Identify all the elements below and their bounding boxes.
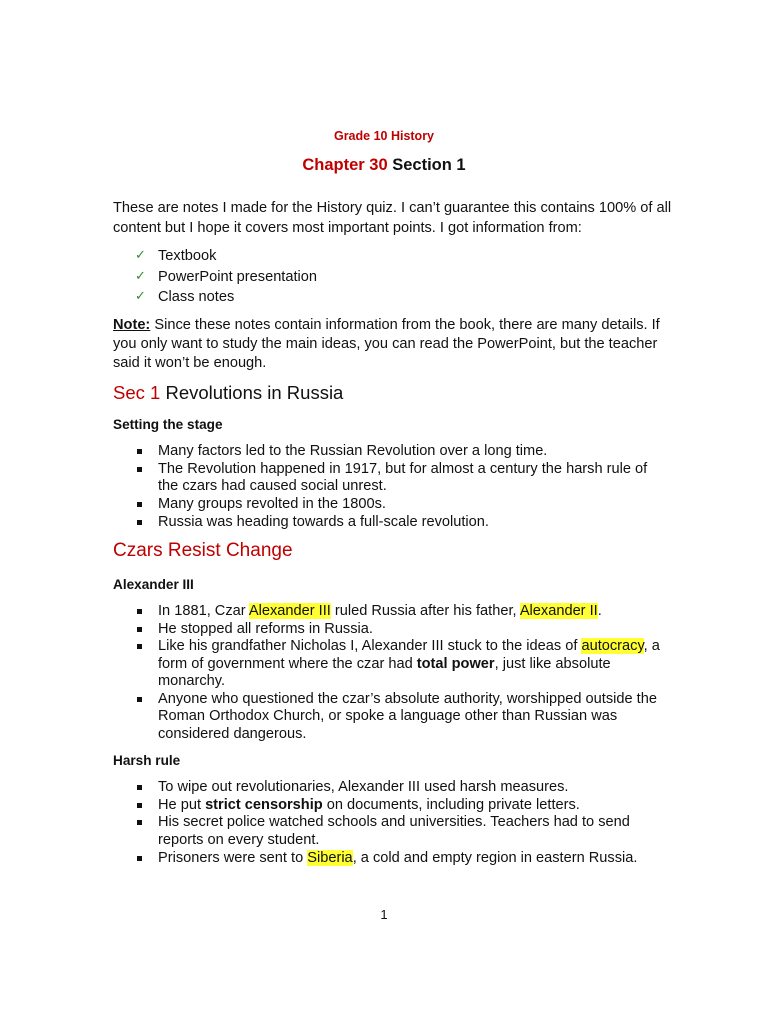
section-number: Sec 1 (113, 382, 161, 403)
chapter-number: Chapter 30 (302, 156, 388, 174)
bullet-text: In 1881, Czar (158, 603, 249, 619)
list-item (135, 850, 665, 867)
harsh-rule-list (135, 779, 665, 867)
bullet-text: , a form of government where the czar had (158, 638, 660, 672)
bullet-text: Prisoners were sent to (158, 849, 308, 866)
bullet-text: He put (158, 796, 206, 813)
list-item (135, 514, 665, 531)
list-item (135, 267, 317, 288)
bullet-text: Many groups revolted in the 1800s. (158, 495, 386, 512)
highlighted-term: Siberia (307, 849, 353, 866)
czars-heading: Czars Resist Change (113, 540, 293, 561)
intro-paragraph: These are notes I made for the History quiz. I can’t guarantee this contains 100% of all content but I hope it covers most important points. I got information from: (113, 200, 672, 236)
bullet-text: Russia was heading towards a full-scale revolution. (158, 513, 489, 530)
page-number: 1 (380, 907, 388, 922)
list-item (135, 621, 665, 638)
bullet-text: The Revolution happened in 1917, but for almost a century the harsh rule of the czars had caused social unrest. (158, 460, 648, 495)
source-label: Class notes (158, 289, 235, 305)
bullet-icon (137, 644, 142, 649)
list-item (135, 603, 665, 620)
check-icon: ✓ (135, 289, 146, 304)
bullet-icon (137, 627, 142, 632)
bullet-icon (137, 697, 142, 702)
highlighted-term: autocracy (581, 638, 644, 655)
bullet-text: To wipe out revolutionaries, Alexander III used harsh measures. (158, 779, 569, 795)
bullet-text: , just like absolute monarchy. (158, 655, 611, 690)
subheading-harsh-rule: Harsh rule (113, 753, 181, 768)
bullet-icon (137, 520, 142, 525)
bullet-icon (137, 609, 142, 614)
source-label: PowerPoint presentation (158, 268, 318, 285)
note-label: Note: (113, 317, 151, 333)
bullet-icon (137, 785, 142, 790)
list-item (135, 496, 665, 513)
section-heading (113, 381, 343, 405)
section-label: Section 1 (387, 156, 466, 174)
check-icon: ✓ (135, 248, 146, 263)
alexander-list (135, 603, 665, 743)
grade-title: Grade 10 History (333, 129, 435, 143)
list-item (135, 246, 317, 267)
bullet-text: His secret police watched schools and universities. Teachers had to send reports on every student. (158, 814, 630, 848)
bullet-text: ruled Russia after his father, (330, 603, 520, 619)
section-title: Revolutions in Russia (160, 382, 344, 403)
bullet-icon (137, 803, 142, 808)
highlighted-term: Alexander III (248, 603, 331, 619)
bullet-text: Anyone who questioned the czar’s absolute authority, worshipped outside the Roman Orthodox Church, or spoke a language other than Russian was considered dangerous. (158, 690, 657, 742)
subheading-setting-the-stage: Setting the stage (113, 417, 223, 432)
note-text: Since these notes contain information from the book, there are many details. If you only want to study the main ideas, you can read the PowerPoint, but the teacher said it won’t be enough. (113, 317, 660, 371)
bullet-text: . (597, 603, 602, 619)
list-item (135, 779, 665, 796)
list-item (135, 461, 665, 496)
list-item (135, 814, 665, 849)
bullet-icon (137, 502, 142, 507)
list-item (135, 287, 317, 308)
chapter-title (0, 154, 768, 176)
source-checklist (135, 246, 317, 308)
bullet-text: on documents, including private letters. (322, 796, 580, 813)
bullet-icon (137, 467, 142, 472)
bullet-icon (137, 820, 142, 825)
bullet-text: , a cold and empty region in eastern Russia. (352, 849, 638, 866)
check-icon: ✓ (135, 268, 146, 284)
setting-stage-list (135, 443, 665, 531)
note-paragraph (113, 316, 673, 373)
bullet-text: Like his grandfather Nicholas I, Alexander III stuck to the ideas of (158, 638, 582, 655)
bullet-icon (137, 856, 142, 861)
bold-term: total power (416, 655, 495, 672)
bullet-text: He stopped all reforms in Russia. (158, 620, 373, 637)
list-item (135, 691, 665, 743)
subheading-alexander-iii: Alexander III (113, 577, 194, 592)
list-item (135, 443, 665, 460)
bold-term: strict censorship (205, 796, 323, 813)
list-item (135, 638, 665, 690)
bullet-icon (137, 449, 142, 454)
source-label: Textbook (158, 248, 217, 264)
highlighted-term: Alexander II (519, 603, 598, 619)
list-item (135, 797, 665, 814)
bullet-text: Many factors led to the Russian Revolution over a long time. (158, 443, 548, 459)
